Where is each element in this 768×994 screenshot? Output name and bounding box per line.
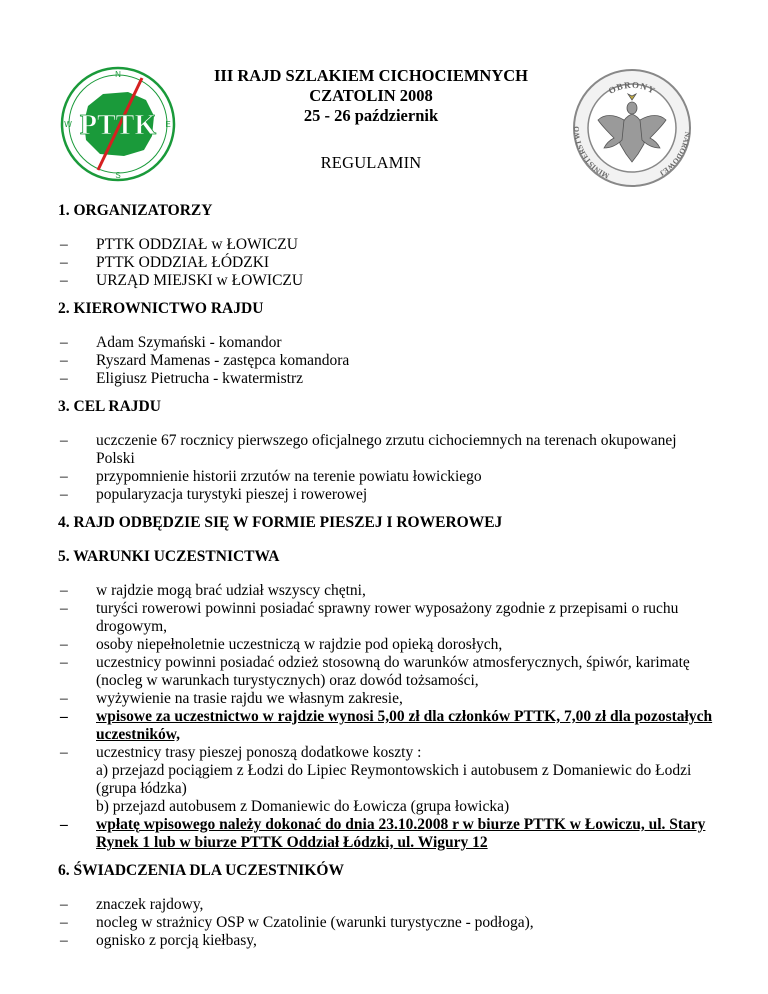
list-item: – uczczenie 67 rocznicy pierwszego oficjalnego zrzutu cichociemnych na terenach okupowanej Polski [60, 432, 677, 467]
list-item-fee: – wpisowe za uczestnictwo w rajdzie wynosi 5,00 zł dla członków PTTK, 7,00 zł dla pozostałych uczestników, [60, 708, 713, 743]
list-item: – ognisko z porcją kiełbasy, [60, 932, 257, 949]
list-item: – uczestnicy trasy pieszej ponoszą dodatkowe koszty : a) przejazd pociągiem z Łodzi do Lipiec Reymontowskich i autobusem z Domaniewic do Łodzi (grupa łódzka) b) przejazd autobusem z Domaniewic do Łowicza (grupa łowicka) [58, 744, 718, 816]
emblem-left-text: MINISTERSTWO [571, 126, 611, 181]
emblem-right-text: NARODOWEJ [658, 131, 693, 178]
list-item: – wyżywienie na trasie rajdu we własnym zakresie, [60, 690, 403, 707]
document-body [58, 202, 718, 960]
section-benefits [58, 862, 718, 950]
list-item: – Ryszard Mamenas - zastępca komandora [60, 352, 350, 369]
list-item: – PTTK ODDZIAŁ ŁÓDZKI [60, 254, 270, 271]
list-item: – osoby niepełnoletnie uczestniczą w rajdzie pod opieką dorosłych, [60, 636, 503, 653]
list-item: – PTTK ODDZIAŁ w ŁOWICZU [60, 236, 298, 253]
section-heading: 5. WARUNKI UCZESTNICTWA [58, 548, 280, 565]
title-line-3: 25 - 26 październik [303, 106, 439, 125]
list-item-payment: – wpłatę wpisowego należy dokonać do dnia 23.10.2008 r w biurze PTTK w Łowiczu, ul. Stary Rynek 1 lub w biurze PTTK Oddział Łódzki, ul. Wigury 12 [60, 816, 706, 851]
emblem-top-text: OBRONY [606, 79, 658, 96]
section-heading: 4. RAJD ODBĘDZIE SIĘ W FORMIE PIESZEJ I ROWEROWEJ [58, 514, 503, 531]
section-organizers [58, 202, 718, 290]
list-item: – turyści rowerowi powinni posiadać sprawny rower wyposażony zgodnie z przepisami o ruchu drogowym, [60, 600, 679, 635]
list-item: – przypomnienie historii zrzutów na terenie powiatu łowickiego [60, 468, 482, 485]
document-title [190, 66, 552, 126]
pttk-logo-letter-e: E [165, 120, 171, 129]
section-management [58, 300, 718, 388]
pttk-logo-letter-w: W [64, 120, 72, 129]
document-subtitle: REGULAMIN [320, 153, 422, 172]
section-heading: 2. KIEROWNICTWO RAJDU [58, 300, 264, 317]
pttk-logo-letter-n: N [115, 70, 121, 79]
section-conditions [58, 548, 718, 852]
list-item: – URZĄD MIEJSKI w ŁOWICZU [60, 272, 304, 289]
title-line-1: III RAJD SZLAKIEM CICHOCIEMNYCH [214, 66, 528, 85]
list-item: – uczestnicy powinni posiadać odzież stosowną do warunków atmosferycznych, śpiwór, karimatę (nocleg w warunkach turystycznych) oraz dowód tożsamości, [60, 654, 690, 689]
section-heading: 3. CEL RAJDU [58, 398, 161, 415]
section-goal [58, 398, 718, 504]
list-item: – nocleg w strażnicy OSP w Czatolinie (warunki turystyczne - podłoga), [60, 914, 534, 931]
title-line-2: CZATOLIN 2008 [309, 86, 433, 105]
section-form [58, 514, 718, 532]
ministry-emblem [570, 66, 694, 190]
list-item: – znaczek rajdowy, [60, 896, 204, 913]
list-item: – Eligiusz Pietrucha - kwatermistrz [60, 370, 304, 387]
pttk-logo [58, 64, 178, 184]
list-item: – Adam Szymański - komandor [60, 334, 282, 351]
sub-item-b: b) przejazd autobusem z Domaniewic do Łowicza (grupa łowicka) [96, 798, 510, 815]
list-item: – w rajdzie mogą brać udział wszyscy chętni, [60, 582, 366, 599]
section-heading: 1. ORGANIZATORZY [58, 202, 213, 219]
list-item: – popularyzacja turystyki pieszej i rowerowej [60, 486, 368, 503]
sub-item-a: a) przejazd pociągiem z Łodzi do Lipiec Reymontowskich i autobusem z Domaniewic do Łodzi (grupa łódzka) [96, 762, 692, 797]
pttk-logo-letter-s: S [115, 171, 121, 180]
section-heading: 6. ŚWIADCZENIA DLA UCZESTNIKÓW [58, 862, 344, 879]
pttk-logo-text: PTTK [79, 110, 157, 141]
